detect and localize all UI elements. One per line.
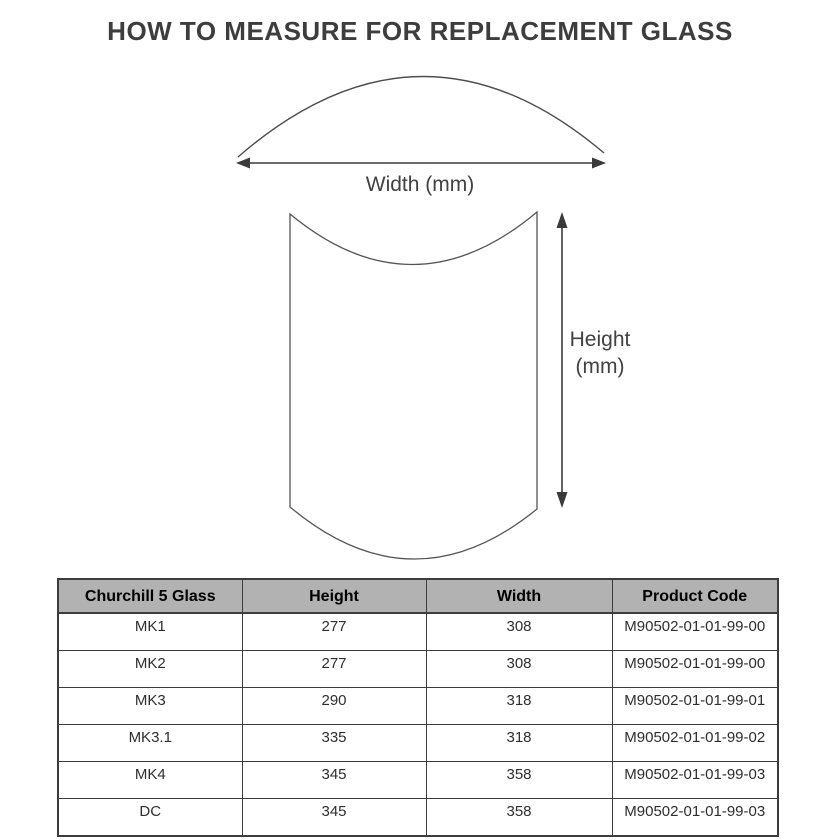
table-cell-product_code: M90502-01-01-99-03 [612, 762, 778, 799]
table-cell-model: MK3 [58, 688, 242, 725]
width-arrow [236, 158, 606, 169]
column-header-model: Churchill 5 Glass [58, 579, 242, 613]
table-cell-product_code: M90502-01-01-99-00 [612, 613, 778, 651]
height-label-line2: (mm) [575, 355, 625, 378]
table-cell-model: MK4 [58, 762, 242, 799]
height-arrowhead-bottom [557, 492, 568, 508]
table-cell-product_code: M90502-01-01-99-02 [612, 725, 778, 762]
table-cell-product_code: M90502-01-01-99-01 [612, 688, 778, 725]
table-cell-width: 318 [426, 725, 612, 762]
glass-size-table [57, 578, 779, 837]
table-cell-height: 345 [242, 799, 426, 837]
column-header-height: Height [242, 579, 426, 613]
table-cell-width: 308 [426, 613, 612, 651]
page-title: HOW TO MEASURE FOR REPLACEMENT GLASS [107, 16, 733, 46]
table-row [58, 762, 778, 799]
table-cell-model: MK2 [58, 651, 242, 688]
table-row [58, 725, 778, 762]
table-cell-height: 290 [242, 688, 426, 725]
table-cell-width: 358 [426, 799, 612, 837]
glass-panel-outline [290, 212, 537, 559]
table-cell-model: MK1 [58, 613, 242, 651]
table-row [58, 688, 778, 725]
table-cell-width: 318 [426, 688, 612, 725]
column-header-width: Width [426, 579, 612, 613]
table-cell-model: DC [58, 799, 242, 837]
height-label-line1: Height [569, 328, 631, 351]
header-row [58, 579, 778, 613]
table-cell-height: 345 [242, 762, 426, 799]
width-label: Width (mm) [365, 173, 475, 196]
table-cell-height: 277 [242, 613, 426, 651]
glass-table-header [58, 579, 778, 613]
table-cell-product_code: M90502-01-01-99-00 [612, 651, 778, 688]
table-row [58, 613, 778, 651]
column-header-product-code: Product Code [612, 579, 778, 613]
table-cell-height: 335 [242, 725, 426, 762]
width-arrowhead-right [592, 158, 606, 169]
height-arrowhead-top [557, 212, 568, 228]
table-cell-product_code: M90502-01-01-99-03 [612, 799, 778, 837]
table-row [58, 799, 778, 837]
table-row [58, 651, 778, 688]
table-cell-height: 277 [242, 651, 426, 688]
glass-table-body [58, 613, 778, 836]
measurement-diagram [0, 55, 840, 580]
height-arrow [557, 212, 568, 508]
width-arrowhead-left [236, 158, 250, 169]
glass-top-arc [238, 76, 604, 157]
table-cell-width: 358 [426, 762, 612, 799]
table-cell-width: 308 [426, 651, 612, 688]
table-cell-model: MK3.1 [58, 725, 242, 762]
